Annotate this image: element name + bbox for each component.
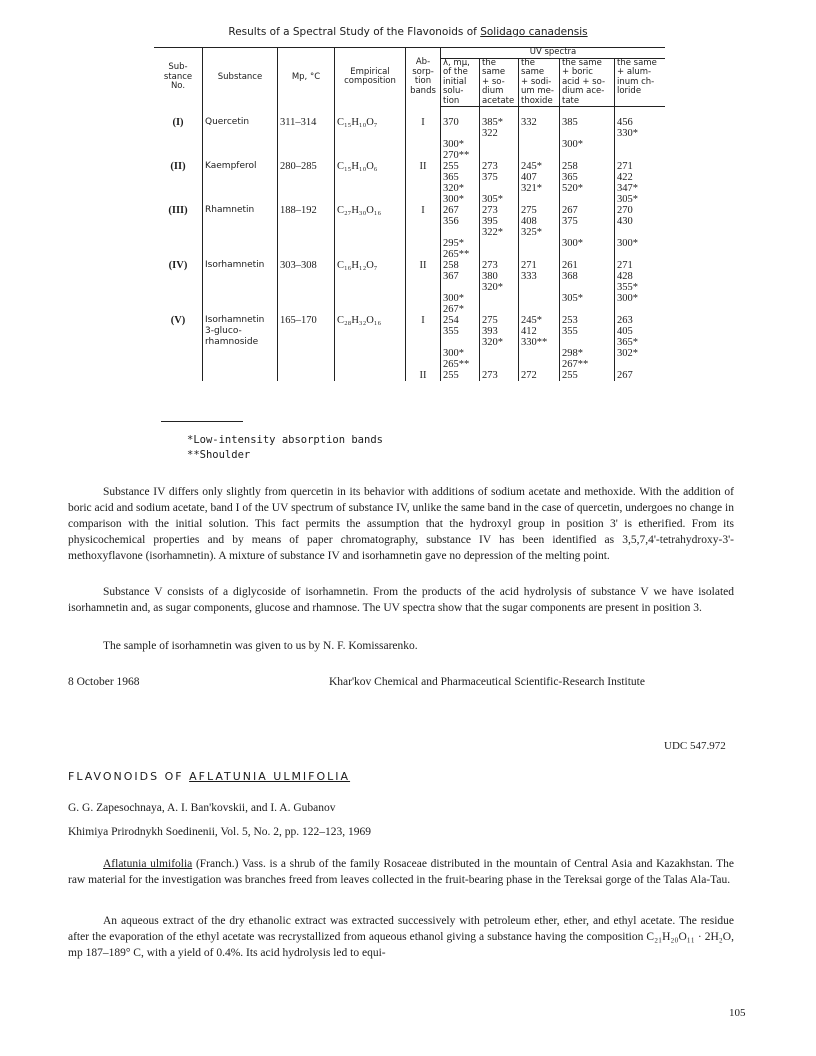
row-uv-value: 258 365 520* bbox=[560, 161, 615, 205]
table-row bbox=[154, 107, 665, 162]
row-uv-value: 273 bbox=[480, 370, 519, 381]
row-uv-value: 273 380 320* bbox=[480, 260, 519, 315]
table-notes bbox=[187, 433, 383, 463]
row-mp: 188–192 bbox=[278, 205, 335, 260]
row-uv-value: 272 bbox=[519, 370, 560, 381]
header-bands: Ab- sorp- tion bands bbox=[406, 48, 441, 107]
row-substance-name: Kaempferol bbox=[203, 161, 278, 205]
note-shoulder: **Shoulder bbox=[187, 449, 251, 461]
header-uv-methoxide: the same + sodi- um me- thoxide bbox=[519, 58, 560, 107]
row-mp: 280–285 bbox=[278, 161, 335, 205]
table-caption bbox=[0, 26, 816, 38]
row-substance-name: Isorhamnetin bbox=[203, 260, 278, 315]
row-formula: C₂₇H₃₀O₁₆ bbox=[335, 205, 406, 260]
row-formula bbox=[335, 370, 406, 381]
row-uv-value: 255 bbox=[441, 370, 480, 381]
row-uv-value: 273 395 322* bbox=[480, 205, 519, 260]
paragraph-extraction: An aqueous extract of the dry ethanolic extract was extracted successively with petroleum ether, ether, and ethyl acetate. The residue after the evaporation of the ethyl acetate was recrystallized from aqueous ethanol giving a substance having the composition C₂₁H₂₀O₁₁ · 2H₂O, mp 187–189° C, with a yield of 0.4%. Its acid hydrolysis led to equi- bbox=[68, 915, 734, 959]
caption-species: Solidago canadensis bbox=[480, 26, 588, 38]
row-substance-no: (V) bbox=[170, 315, 186, 326]
row-uv-value: 332 bbox=[519, 107, 560, 162]
row-mp: 303–308 bbox=[278, 260, 335, 315]
paragraph-intro bbox=[68, 856, 734, 888]
row-substance-name: Isorhamnetin 3-gluco- rhamnoside bbox=[203, 315, 278, 370]
header-uv-aluminum: the same + alum- inum ch- loride bbox=[615, 58, 666, 107]
spectral-table bbox=[154, 47, 665, 381]
table-row bbox=[154, 260, 665, 315]
row-bands: I bbox=[406, 315, 441, 370]
row-uv-value: 255 bbox=[560, 370, 615, 381]
header-uv-acetate: the same + so- dium acetate bbox=[480, 58, 519, 107]
row-substance-name: Quercetin bbox=[203, 107, 278, 162]
row-uv-value: 255 365 320* 300* bbox=[441, 161, 480, 205]
paragraph-substance-iv: Substance IV differs only slightly from quercetin in its behavior with additions of sodium acetate and methoxide. With the addition of boric acid and sodium acetate, band I of the UV spectrum of substance IV, unlike the same band in the case of quercetin, undergoes no change in comparison with the initial solution. This fact permits the assumption that the hydroxyl group in position 3' is etherified. From its physicochemical properties and by means of paper chromatography, substance IV has been identified as 3,5,7,4'-tetrahydroxy-3'-methoxyflavone (isorhamnetin). A mixture of substance IV and isorhamnetin gave no depression of the melting point. bbox=[68, 486, 734, 562]
article-title-species: AFLATUNIA ULMIFOLIA bbox=[189, 770, 351, 783]
table-row bbox=[154, 205, 665, 260]
row-formula: C₁₅H₁₀O₆ bbox=[335, 161, 406, 205]
row-uv-value: 271 422 347* 305* bbox=[615, 161, 666, 205]
row-uv-value: 245* 412 330** bbox=[519, 315, 560, 370]
row-bands: I bbox=[406, 205, 441, 260]
table-row bbox=[154, 315, 665, 370]
row-substance-no: (I) bbox=[172, 116, 184, 128]
row-substance-no bbox=[154, 370, 203, 381]
paragraph-acknowledgment: The sample of isorhamnetin was given to us by N. F. Komissarenko. bbox=[103, 640, 418, 652]
note-low-intensity: *Low-intensity absorption bands bbox=[187, 434, 383, 446]
row-bands: II bbox=[406, 260, 441, 315]
journal-citation: Khimiya Prirodnykh Soedinenii, Vol. 5, No. 2, pp. 122–123, 1969 bbox=[68, 826, 372, 838]
row-uv-value: 270 430 300* bbox=[615, 205, 666, 260]
intro-text: (Franch.) Vass. is a shrub of the family Rosaceae distributed in the mountain of Central Asia and Kazakhstan. The raw material for the investigation was branches freed from leaves collected in the fruit-bearing phase in the Tereksai gorge of the Talas Ala-Tau. bbox=[68, 858, 734, 886]
row-substance-no: (III) bbox=[168, 205, 188, 216]
row-uv-value: 263 405 365* 302* bbox=[615, 315, 666, 370]
row-uv-value: 245* 407 321* bbox=[519, 161, 560, 205]
caption-text: Results of a Spectral Study of the Flavonoids of bbox=[228, 26, 481, 38]
intro-species: Aflatunia ulmifolia bbox=[103, 858, 193, 870]
row-uv-value: 275 393 320* bbox=[480, 315, 519, 370]
row-uv-value: 267 375 300* bbox=[560, 205, 615, 260]
header-uv-initial: λ, mμ, of the initial solu- tion bbox=[441, 58, 480, 107]
institute: Khar'kov Chemical and Pharmaceutical Scientific-Research Institute bbox=[329, 676, 645, 688]
row-uv-value: 261 368 305* bbox=[560, 260, 615, 315]
row-uv-value: 271 333 bbox=[519, 260, 560, 315]
row-uv-value: 456 330* bbox=[615, 107, 666, 162]
row-uv-value: 258 367 300* 267* bbox=[441, 260, 480, 315]
row-uv-value: 370 300* 270** bbox=[441, 107, 480, 162]
table-row bbox=[154, 161, 665, 205]
row-formula: C₁₅H₁₀O₇ bbox=[335, 107, 406, 162]
header-mp: Mp, °C bbox=[278, 48, 335, 107]
udc-code: UDC 547.972 bbox=[664, 740, 726, 752]
row-uv-value: 267 356 295* 265** bbox=[441, 205, 480, 260]
header-substance: Substance bbox=[203, 48, 278, 107]
table-row bbox=[154, 370, 665, 381]
row-substance-name bbox=[203, 370, 278, 381]
header-substance-no: Sub- stance No. bbox=[154, 48, 203, 107]
article-title bbox=[68, 770, 350, 783]
received-date: 8 October 1968 bbox=[68, 676, 140, 688]
row-formula: C₂₈H₃₂O₁₆ bbox=[335, 315, 406, 370]
row-uv-value: 254 355 300* 265** bbox=[441, 315, 480, 370]
row-bands: I bbox=[406, 107, 441, 162]
row-mp: 311–314 bbox=[278, 107, 335, 162]
article-title-prefix: FLAVONOIDS OF bbox=[68, 770, 190, 783]
row-uv-value: 267 bbox=[615, 370, 666, 381]
row-uv-value: 253 355 298* 267** bbox=[560, 315, 615, 370]
row-uv-value: 385 300* bbox=[560, 107, 615, 162]
row-uv-value: 271 428 355* 300* bbox=[615, 260, 666, 315]
row-formula: C₁₆H₁₂O₇ bbox=[335, 260, 406, 315]
row-uv-value: 385* 322 bbox=[480, 107, 519, 162]
row-substance-no: (II) bbox=[170, 161, 186, 172]
footnote-rule bbox=[161, 421, 243, 422]
header-uv-boric: the same + boric acid + so- dium ace- tate bbox=[560, 58, 615, 107]
header-uv-spectra: UV spectra bbox=[441, 48, 666, 59]
row-bands: II bbox=[406, 161, 441, 205]
row-uv-value: 275 408 325* bbox=[519, 205, 560, 260]
row-mp bbox=[278, 370, 335, 381]
row-substance-no: (IV) bbox=[168, 260, 188, 271]
header-empirical: Empirical composition bbox=[335, 48, 406, 107]
row-bands: II bbox=[406, 370, 441, 381]
row-substance-name: Rhamnetin bbox=[203, 205, 278, 260]
paragraph-substance-v: Substance V consists of a diglycoside of isorhamnetin. From the products of the acid hydrolysis of substance V we have isolated isorhamnetin and, as sugar components, glucose and rhamnose. The UV spectra show that the sugar components are present in position 3. bbox=[68, 586, 734, 614]
row-uv-value: 273 375 305* bbox=[480, 161, 519, 205]
row-mp: 165–170 bbox=[278, 315, 335, 370]
page-number: 105 bbox=[729, 1007, 746, 1019]
authors: G. G. Zapesochnaya, A. I. Ban'kovskii, and I. A. Gubanov bbox=[68, 802, 336, 814]
